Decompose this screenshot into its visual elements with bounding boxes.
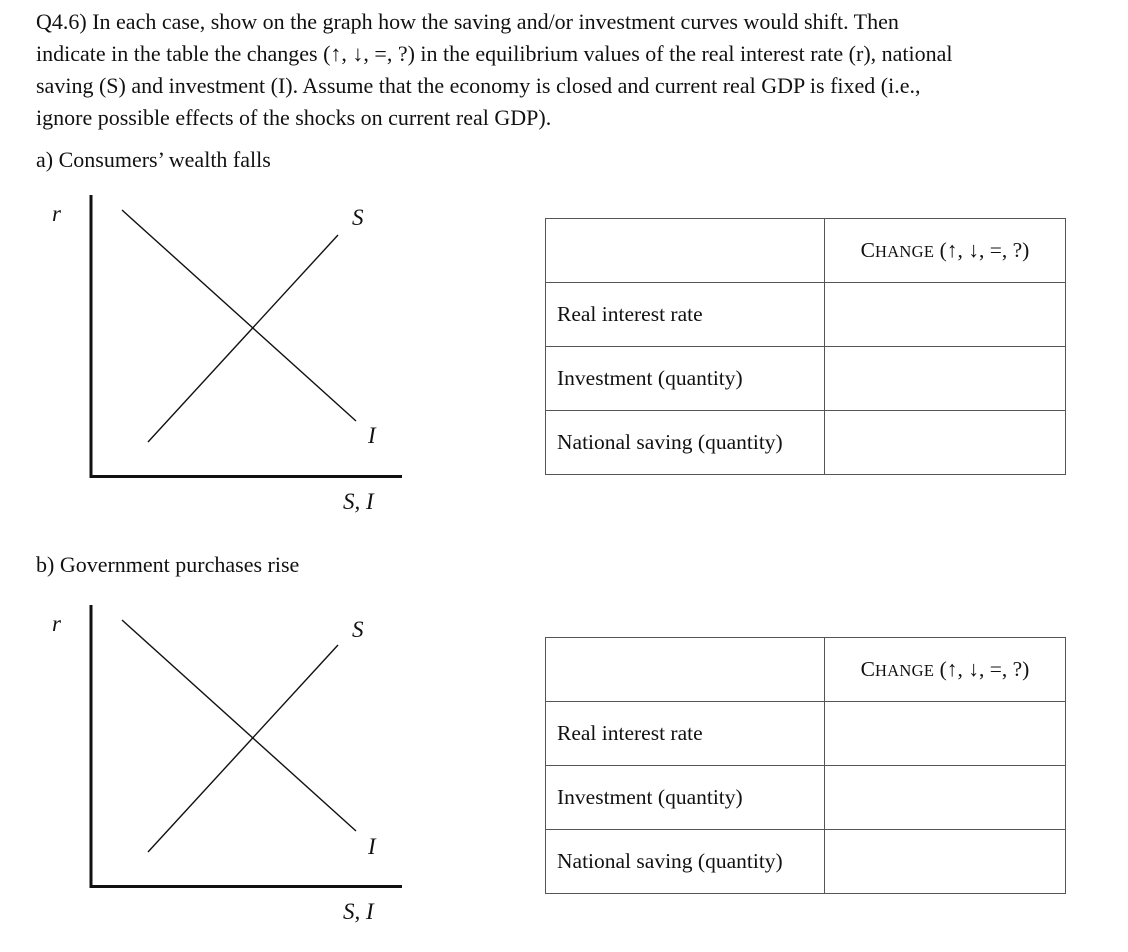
part-a-label: a) Consumers’ wealth falls xyxy=(36,147,271,172)
question-text xyxy=(36,6,1096,134)
table-header-row xyxy=(546,638,1066,702)
saving-curve-label: S xyxy=(352,617,364,642)
change-header-symbols: (↑, ↓, =, ?) xyxy=(934,238,1030,262)
y-axis-label: r xyxy=(52,611,61,636)
row-label: Real interest rate xyxy=(546,283,825,347)
question-line: ignore possible effects of the shocks on current real GDP). xyxy=(36,105,552,130)
change-header-rest: HANGE xyxy=(874,242,935,261)
table-header-change xyxy=(825,638,1066,702)
x-axis-label: S, I xyxy=(343,489,374,514)
table-row xyxy=(546,283,1066,347)
table-header-change xyxy=(825,219,1066,283)
investment-change-cell[interactable] xyxy=(825,347,1066,411)
table-row xyxy=(546,347,1066,411)
saving-curve xyxy=(148,235,338,442)
table-row xyxy=(546,830,1066,894)
table-header-empty-cell xyxy=(546,638,825,702)
x-axis-label: S, I xyxy=(343,899,374,924)
change-header-initial: C xyxy=(860,238,875,262)
row-label: Real interest rate xyxy=(546,702,825,766)
investment-curve xyxy=(122,210,356,421)
question-line: saving (S) and investment (I). Assume that the economy is closed and current real GDP is fixed (i.e., xyxy=(36,73,921,98)
investment-curve xyxy=(122,620,356,831)
row-label: National saving (quantity) xyxy=(546,411,825,475)
investment-curve-label: I xyxy=(368,834,376,859)
table-row xyxy=(546,766,1066,830)
national-saving-change-cell[interactable] xyxy=(825,411,1066,475)
part-a-graph[interactable] xyxy=(30,195,430,525)
table-header-empty-cell xyxy=(546,219,825,283)
question-line: indicate in the table the changes (↑, ↓, =, ?) in the equilibrium values of the real interest rate (r), national xyxy=(36,41,953,66)
part-b-change-table xyxy=(545,637,1066,894)
part-a-change-table xyxy=(545,218,1066,475)
part-b-label: b) Government purchases rise xyxy=(36,552,300,577)
national-saving-change-cell[interactable] xyxy=(825,830,1066,894)
change-header-initial: C xyxy=(860,657,875,681)
change-header-symbols: (↑, ↓, =, ?) xyxy=(934,657,1030,681)
row-label: National saving (quantity) xyxy=(546,830,825,894)
table-row xyxy=(546,411,1066,475)
question-line: Q4.6) In each case, show on the graph how the saving and/or investment curves would shift. Then xyxy=(36,9,899,34)
saving-curve xyxy=(148,645,338,852)
part-b-graph[interactable] xyxy=(30,605,430,935)
real-interest-rate-change-cell[interactable] xyxy=(825,283,1066,347)
investment-change-cell[interactable] xyxy=(825,766,1066,830)
investment-curve-label: I xyxy=(368,423,376,448)
table-row xyxy=(546,702,1066,766)
table-header-row xyxy=(546,219,1066,283)
row-label: Investment (quantity) xyxy=(546,347,825,411)
change-header-rest: HANGE xyxy=(874,661,935,680)
row-label: Investment (quantity) xyxy=(546,766,825,830)
real-interest-rate-change-cell[interactable] xyxy=(825,702,1066,766)
y-axis-label: r xyxy=(52,201,61,226)
saving-curve-label: S xyxy=(352,205,364,230)
